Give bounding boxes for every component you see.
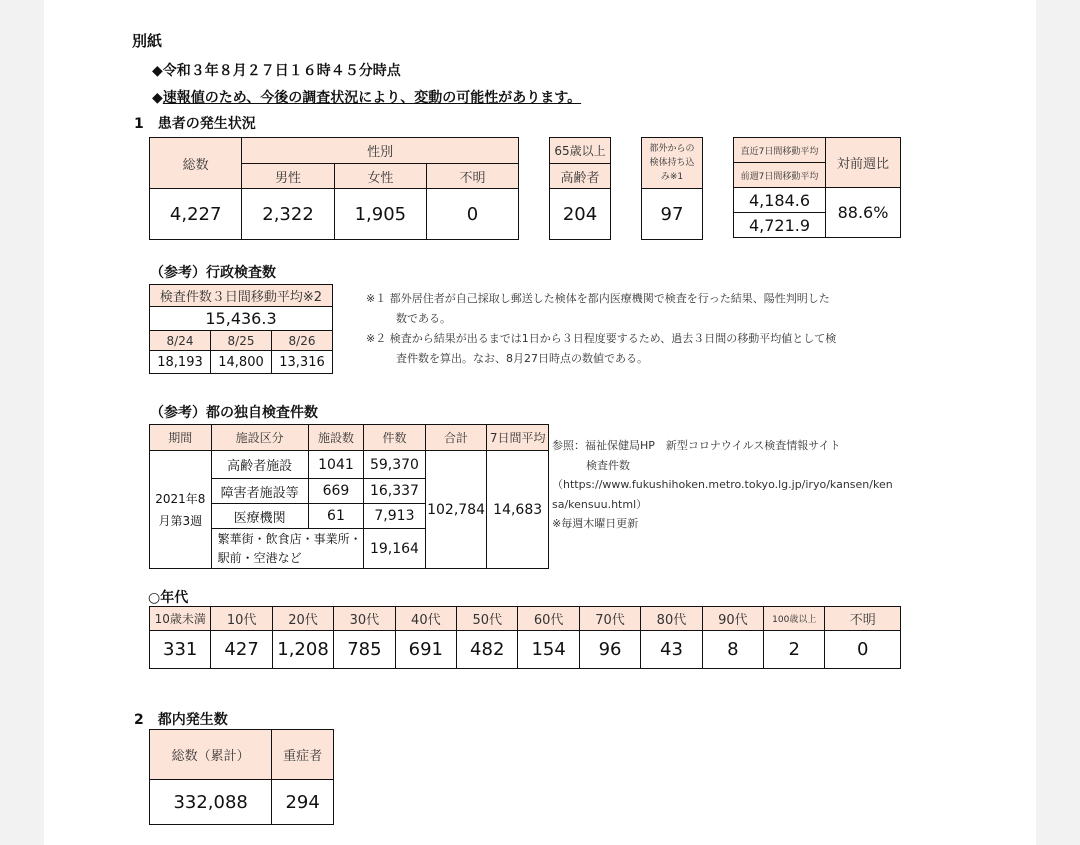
admin-date-header: 8/26 [272, 331, 333, 351]
age-header: 20代 [272, 607, 333, 631]
age-header: 90代 [702, 607, 763, 631]
male-header: 男性 [242, 164, 334, 189]
age-value: 691 [395, 631, 456, 669]
age-value: 154 [518, 631, 579, 669]
moving-average-table [733, 137, 901, 238]
age-value: 96 [579, 631, 640, 669]
period-cell: 2021年8 月第3週 [150, 451, 212, 569]
outside-samples-table [641, 137, 703, 240]
other-category-cell: 繁華街・飲食店・事業所・ 駅前・空港など [211, 529, 364, 569]
category-cell: 医療機関 [211, 504, 308, 529]
unknown-value: 0 [427, 189, 519, 240]
col-weekly-avg: 7日間平均 [487, 425, 549, 451]
count-cell: 19,164 [364, 529, 426, 569]
tokyo-cases-table [149, 729, 334, 825]
age-value: 2 [764, 631, 825, 669]
document-title: 別紙 [132, 32, 163, 50]
col-count: 件数 [364, 425, 426, 451]
total-header: 総数 [150, 138, 242, 189]
cumulative-value: 332,088 [150, 780, 272, 825]
age-header: 100歳以上 [764, 607, 825, 631]
age-header: 60代 [518, 607, 579, 631]
previous-avg-header: 前週7日間移動平均 [734, 163, 826, 188]
facilities-cell: 61 [308, 504, 363, 529]
age-header: 10歳未満 [150, 607, 211, 631]
footnotes: ※１ 都外居住者が自己採取し郵送した検体を都内医療機関で検査を行った結果、陽性判明した 数である。 ※２ 検査から結果が出るまでは1日から３日程度要するため、過去３日間の移動平均値として検 査件数を算出。なお、8月27日時点の数値である。 [366, 289, 886, 369]
unknown-header: 不明 [427, 164, 519, 189]
category-cell: 障害者施設等 [211, 479, 308, 504]
recent-avg-value: 4,184.6 [734, 188, 826, 213]
col-category: 施設区分 [211, 425, 308, 451]
severe-header: 重症者 [272, 730, 334, 780]
female-value: 1,905 [334, 189, 426, 240]
admin-date-value: 14,800 [211, 351, 272, 374]
reference-note: 参照：福祉保健局HP 新型コロナウイルス検査情報サイト 検査件数 （https://www.fukushihoken.metro.tokyo.lg.jp/iryo/kansen/ken sa/kensuu.html） ※毎週木曜日更新 [552, 439, 893, 530]
total-value: 4,227 [150, 189, 242, 240]
outside-samples-header: 都外からの 検体持ち込 み※1 [642, 138, 703, 189]
ratio-value: 88.6% [826, 188, 901, 238]
elderly-header-bottom: 高齢者 [550, 164, 611, 189]
count-cell: 7,913 [364, 504, 426, 529]
admin-avg-value: 15,436.3 [150, 307, 333, 331]
tokyo-tests-table [149, 424, 549, 569]
ratio-header: 対前週比 [826, 138, 901, 188]
section1-heading: 1 患者の発生状況 [134, 116, 256, 132]
age-value: 482 [457, 631, 518, 669]
age-value: 331 [150, 631, 211, 669]
admin-date-value: 18,193 [150, 351, 211, 374]
male-value: 2,322 [242, 189, 334, 240]
facilities-cell: 669 [308, 479, 363, 504]
recent-avg-header: 直近7日間移動平均 [734, 138, 826, 163]
age-header: 不明 [825, 607, 901, 631]
age-header: 30代 [334, 607, 395, 631]
age-value: 785 [334, 631, 395, 669]
col-total: 合計 [425, 425, 487, 451]
reference-url: （https://www.fukushihoken.metro.tokyo.lg.jp/iryo/kansen/ken [552, 478, 893, 491]
disclaimer [152, 87, 581, 107]
admin-date-header: 8/25 [211, 331, 272, 351]
footnote-1: ※１ 都外居住者が自己採取し郵送した検体を都内医療機関で検査を行った結果、陽性判明した [366, 292, 830, 305]
diamond-bullet-icon: ◆ [152, 90, 163, 106]
age-value: 8 [702, 631, 763, 669]
sex-header: 性別 [242, 138, 519, 164]
severe-value: 294 [272, 780, 334, 825]
weekly-avg-cell: 14,683 [487, 451, 549, 569]
as-of-timestamp: ◆令和３年８月２７日１６時４５分時点 [152, 63, 401, 79]
elderly-table [549, 137, 611, 240]
age-header: 80代 [641, 607, 702, 631]
admin-tests-table [149, 284, 333, 374]
col-period: 期間 [150, 425, 212, 451]
female-header: 女性 [334, 164, 426, 189]
footnote-2: ※２ 検査から結果が出るまでは1日から３日程度要するため、過去３日間の移動平均値として検 [366, 332, 837, 345]
age-heading: ○年代 [148, 590, 189, 606]
age-value: 43 [641, 631, 702, 669]
facilities-cell: 1041 [308, 451, 363, 479]
col-facilities: 施設数 [308, 425, 363, 451]
section2-heading: 2 都内発生数 [134, 712, 228, 728]
age-header: 40代 [395, 607, 456, 631]
sex-totals-table [149, 137, 519, 240]
admin-date-header: 8/24 [150, 331, 211, 351]
age-value: 0 [825, 631, 901, 669]
disclaimer-text: 速報値のため、今後の調査状況により、変動の可能性があります。 [162, 90, 582, 106]
total-cell: 102,784 [425, 451, 487, 569]
document-page [44, 0, 1036, 845]
admin-avg-header: 検査件数３日間移動平均※2 [150, 285, 333, 307]
count-cell: 16,337 [364, 479, 426, 504]
previous-avg-value: 4,721.9 [734, 213, 826, 238]
age-header: 50代 [457, 607, 518, 631]
elderly-header-top: 65歳以上 [550, 138, 611, 164]
tokyo-tests-heading: （参考）都の独自検査件数 [150, 405, 318, 421]
count-cell: 59,370 [364, 451, 426, 479]
age-table [149, 606, 901, 669]
admin-date-value: 13,316 [272, 351, 333, 374]
cumulative-header: 総数（累計） [150, 730, 272, 780]
age-value: 427 [211, 631, 272, 669]
category-cell: 高齢者施設 [211, 451, 308, 479]
elderly-value: 204 [550, 189, 611, 240]
age-value: 1,208 [272, 631, 333, 669]
age-header: 70代 [579, 607, 640, 631]
age-header: 10代 [211, 607, 272, 631]
admin-tests-heading: （参考）行政検査数 [150, 265, 276, 281]
outside-samples-value: 97 [642, 189, 703, 240]
